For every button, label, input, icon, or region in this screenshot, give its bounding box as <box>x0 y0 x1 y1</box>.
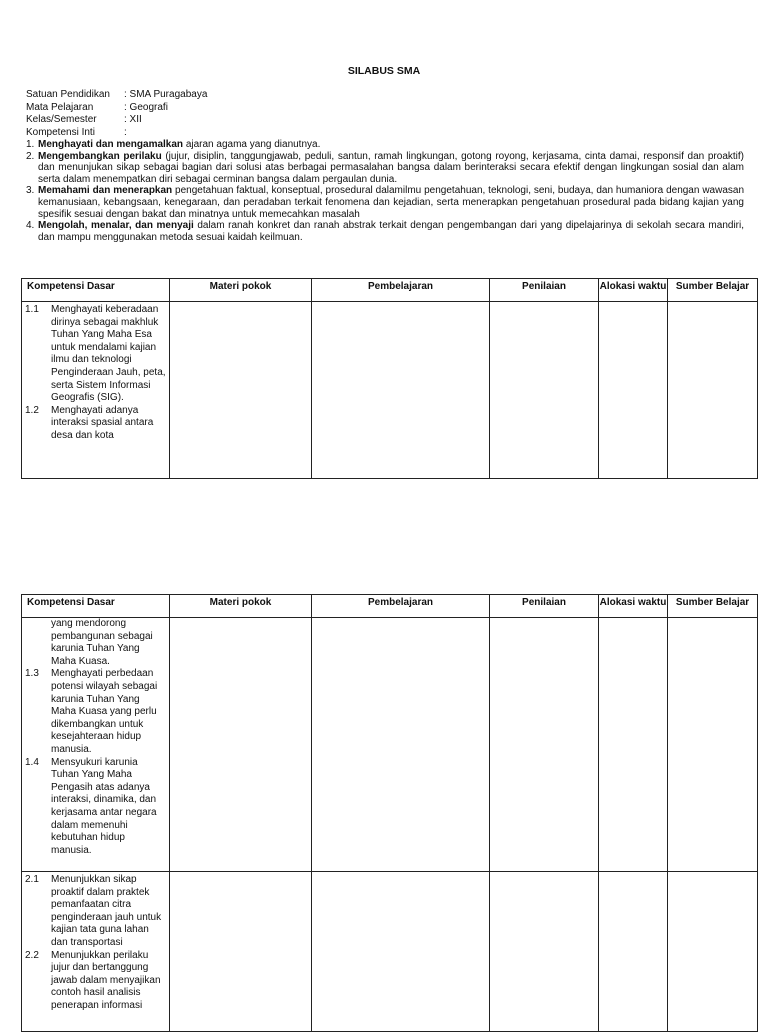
kd-cell <box>22 618 170 872</box>
ki-text: pengetahuan faktual, konseptual, prosedural dalamilmu pengetahuan, teknologi, seni, budaya, dan humaniora dengan wawasan kemanusiaan, kebangsaan, kenegaraan, dan peradaban terkait fenomena dan kejadian, serta menerapkan pengetahuan prosedural pada bidang kajian yang spesifik sesuai dengan bakat dan minatnya untuk memecahkan masalah <box>38 185 745 220</box>
ki-text: (jujur, disiplin, tanggungjawab, peduli, santun, ramah lingkungan, gotong royong, kerjasama, cinta damai, responsif dan proaktif) dan menunjukan sikap sebagai bagian dari solusi atas berbagai permasalahan bangsa dalam berinteraksi secara efektif dengan lingkungan sosial dan alam serta dalam menempatkan diri sebagai cerminan bangsa dalam pergaulan dunia. <box>38 150 744 185</box>
ki-number: 3. <box>26 185 35 197</box>
identity-block <box>26 89 746 139</box>
ki-emphasis: Mengembangkan perilaku <box>38 150 162 162</box>
ki-emphasis: Menghayati dan mengamalkan <box>38 139 184 150</box>
kd-item <box>25 757 166 858</box>
kd-item <box>25 405 166 443</box>
meta-value: : XII <box>124 114 142 126</box>
ki-text: ajaran agama yang dianutnya. <box>183 139 321 150</box>
kd-number: 1.1 <box>25 304 39 315</box>
penilaian-cell <box>490 618 599 872</box>
ki-number: 1. <box>26 139 35 150</box>
header-pembelajaran: Pembelajaran <box>312 279 490 302</box>
materi-cell <box>170 872 312 1032</box>
header-penilaian: Penilaian <box>490 595 599 618</box>
meta-label: Kelas/Semester <box>26 114 97 126</box>
table-header-row <box>22 279 758 302</box>
kd-number: 2.2 <box>25 949 39 961</box>
materi-cell <box>170 618 312 872</box>
kd-text: Menunjukkan sikap proaktif dalam praktek pemanfaatan citra penginderaan jauh untuk kajian tata guna lahan dan transportasi <box>51 874 162 948</box>
header-materi-pokok: Materi pokok <box>170 595 312 618</box>
meta-value: : <box>124 126 127 138</box>
header-kompetensi-dasar: Kompetensi Dasar <box>22 279 170 302</box>
ki-emphasis: Mengolah, menalar, dan menyaji <box>38 220 194 232</box>
header-kompetensi-dasar: Kompetensi Dasar <box>22 595 170 618</box>
ki-item <box>26 220 744 243</box>
kd-text: Mensyukuri karunia Tuhan Yang Maha Pengasih atas adanya interaksi, dinamika, dan kerjasama antar negara dalam memenuhi kebutuhan hidup manusia. <box>51 756 157 856</box>
meta-label: Satuan Pendidikan <box>26 89 110 100</box>
kd-cell <box>22 302 170 479</box>
syllabus-table-1 <box>21 278 758 479</box>
document-title: SILABUS SMA <box>347 65 421 77</box>
sumber-cell <box>668 302 758 479</box>
alokasi-cell <box>599 302 668 479</box>
kd-text: Menunjukkan perilaku jujur dan bertanggung jawab dalam menyajikan contoh hasil analisis penerapan informasi <box>51 949 161 1011</box>
kompetensi-inti-list <box>26 139 744 243</box>
kd-number: 1.2 <box>25 404 39 416</box>
meta-label: Mata Pelajaran <box>26 101 94 113</box>
ki-text: dalam ranah konkret dan ranah abstrak terkait dengan pengembangan dari yang dipelajarinya di sekolah secara mandiri, dan mampu menggunakan metoda sesuai kaidah keilmuan. <box>38 220 744 243</box>
kd-text: Menghayati perbedaan potensi wilayah sebagai karunia Tuhan Yang Maha Kuasa yang perlu dikembangkan untuk kesejahteraan hidup manusia. <box>51 668 158 755</box>
kd-item <box>25 304 166 405</box>
header-materi-pokok: Materi pokok <box>170 279 312 302</box>
kd-number: 1.3 <box>25 668 39 680</box>
meta-row <box>26 102 746 115</box>
kd-item <box>25 950 166 1013</box>
penilaian-cell <box>490 872 599 1032</box>
ki-item <box>26 185 744 220</box>
meta-value: : SMA Puragabaya <box>124 89 208 100</box>
penilaian-cell <box>490 302 599 479</box>
sumber-cell <box>668 872 758 1032</box>
header-alokasi-waktu: Alokasi waktu <box>599 279 668 302</box>
header-sumber-belajar: Sumber Belajar <box>668 279 758 302</box>
header-alokasi-waktu: Alokasi waktu <box>599 595 668 618</box>
meta-row <box>26 114 746 127</box>
kd-item <box>25 668 166 756</box>
kd-text: Menghayati keberadaan dirinya sebagai makhluk Tuhan Yang Maha Esa untuk mendalami kajian ilmu dan teknologi Penginderaan Jauh, peta, serta Sistem Informasi Geografis (SIG). <box>51 304 166 404</box>
meta-row <box>26 89 746 102</box>
kd-text: Menghayati adanya interaksi spasial antara desa dan kota <box>51 404 154 441</box>
header-penilaian: Penilaian <box>490 279 599 302</box>
kd-cell <box>22 872 170 1032</box>
table-row <box>22 302 758 479</box>
pembelajaran-cell <box>312 872 490 1032</box>
ki-item <box>26 139 744 151</box>
ki-number: 4. <box>26 220 35 232</box>
meta-row <box>26 127 746 140</box>
pembelajaran-cell <box>312 302 490 479</box>
ki-emphasis: Memahami dan menerapkan <box>38 185 173 197</box>
kd-number: 1.4 <box>25 756 39 768</box>
kd-continuation: yang mendorong pembangunan sebagai karunia Tuhan Yang Maha Kuasa. <box>51 618 153 667</box>
ki-number: 2. <box>26 150 35 162</box>
kd-item <box>25 874 166 950</box>
alokasi-cell <box>599 618 668 872</box>
table-row <box>22 872 758 1032</box>
header-pembelajaran: Pembelajaran <box>312 595 490 618</box>
alokasi-cell <box>599 872 668 1032</box>
meta-value: : Geografi <box>124 101 168 113</box>
table-row <box>22 618 758 872</box>
syllabus-table-2 <box>21 594 758 1032</box>
table-header-row <box>22 595 758 618</box>
pembelajaran-cell <box>312 618 490 872</box>
ki-item <box>26 151 744 186</box>
sumber-cell <box>668 618 758 872</box>
kd-number: 2.1 <box>25 874 39 885</box>
meta-label: Kompetensi Inti <box>26 126 95 138</box>
header-sumber-belajar: Sumber Belajar <box>668 595 758 618</box>
materi-cell <box>170 302 312 479</box>
